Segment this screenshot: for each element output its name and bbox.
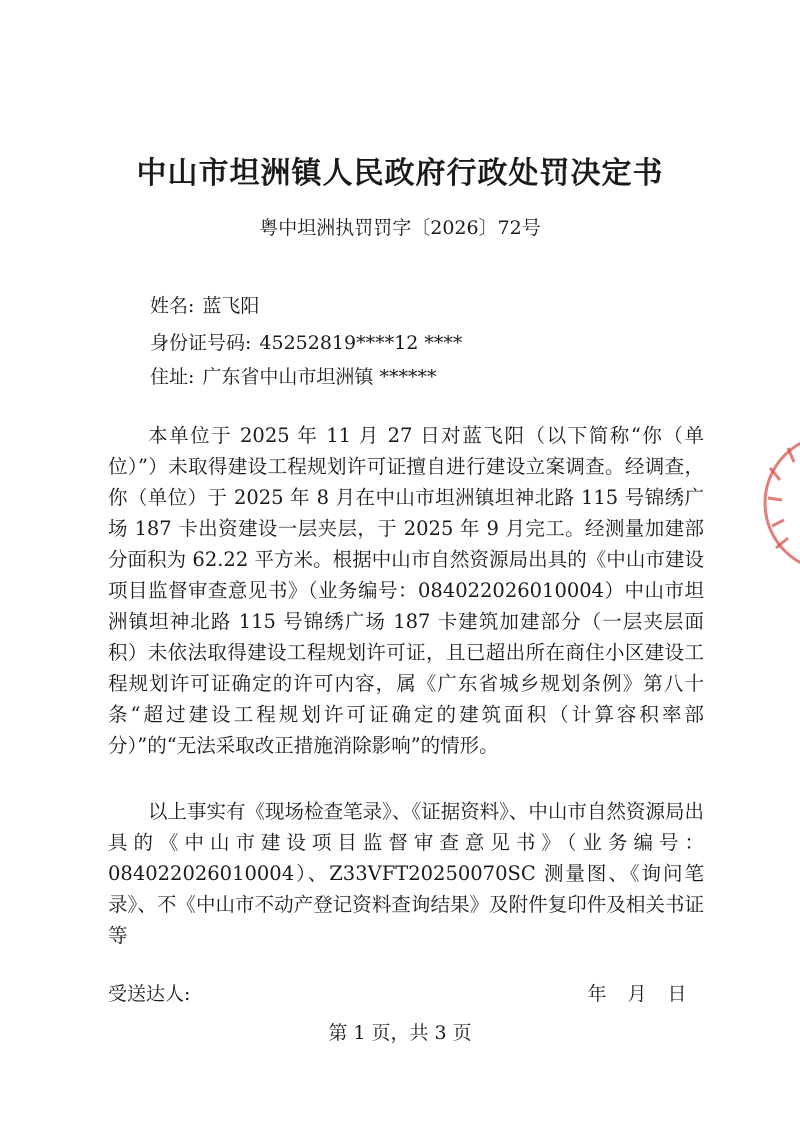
- name-label: 姓名:: [150, 295, 195, 317]
- facts-paragraph: 本单位于 2025 年 11 月 27 日对蓝飞阳（以下简称“你（单位）”）未取得建设工程规划许可证擅自进行建设立案调查。经调查，你（单位）于 2025 年 8 月在中山市坦洲镇坦神北路 115 号锦绣广场 187 卡出资建设一层夹层，于 2025 年 9 月完工。经测量加建部分面积为 62.22 平方米。根据中山市自然资源局出具的《中山市建设项目监督审查意见书》（业务编号：084022026010004）中山市坦洲镇坦神北路 115 号锦绣广场 187 卡建筑加建部分（一层夹层面积）未依法取得建设工程规划许可证，且已超出所在商住小区建设工程规划许可证确定的许可内容，属《广东省城乡规划条例》第八十条“超过建设工程规划许可证确定的建筑面积（计算容积率部分）”的“无法采取改正措施消除影响”的情形。: [108, 424, 704, 757]
- id-label: 身份证号码:: [150, 332, 252, 354]
- party-name-line: [150, 291, 259, 318]
- address-value: 广东省中山市坦洲镇 ******: [202, 366, 437, 388]
- month-label: 月: [627, 983, 647, 1005]
- id-value: 45252819****12 ****: [259, 332, 463, 354]
- official-seal-stamp: [758, 428, 800, 578]
- page-number: 第 1 页，共 3 页: [328, 1022, 472, 1044]
- recipient-label: 受送达人:: [108, 983, 191, 1005]
- seal-ring: [765, 435, 800, 571]
- year-label: 年: [587, 983, 607, 1005]
- evidence-paragraph: 以上事实有《现场检查笔录》、《证据资料》、中山市自然资源局出具的《中山市建设项目监督审查意见书》（业务编号：084022026010004）、Z33VFT20250070SC 测量图、《询问笔录》、不《中山市不动产登记资料查询结果》及附件复印件及相关书证等: [108, 800, 704, 947]
- party-id-line: [150, 328, 462, 355]
- document-number: 粤中坦洲执罚罚字〔2026〕72号: [259, 217, 541, 239]
- name-value: 蓝飞阳: [202, 295, 260, 317]
- day-label: 日: [667, 983, 687, 1005]
- party-address-line: [150, 362, 436, 389]
- address-label: 住址:: [150, 366, 195, 388]
- date-blank: [577, 979, 707, 1006]
- document-title: 中山市坦洲镇人民政府行政处罚决定书: [136, 156, 664, 191]
